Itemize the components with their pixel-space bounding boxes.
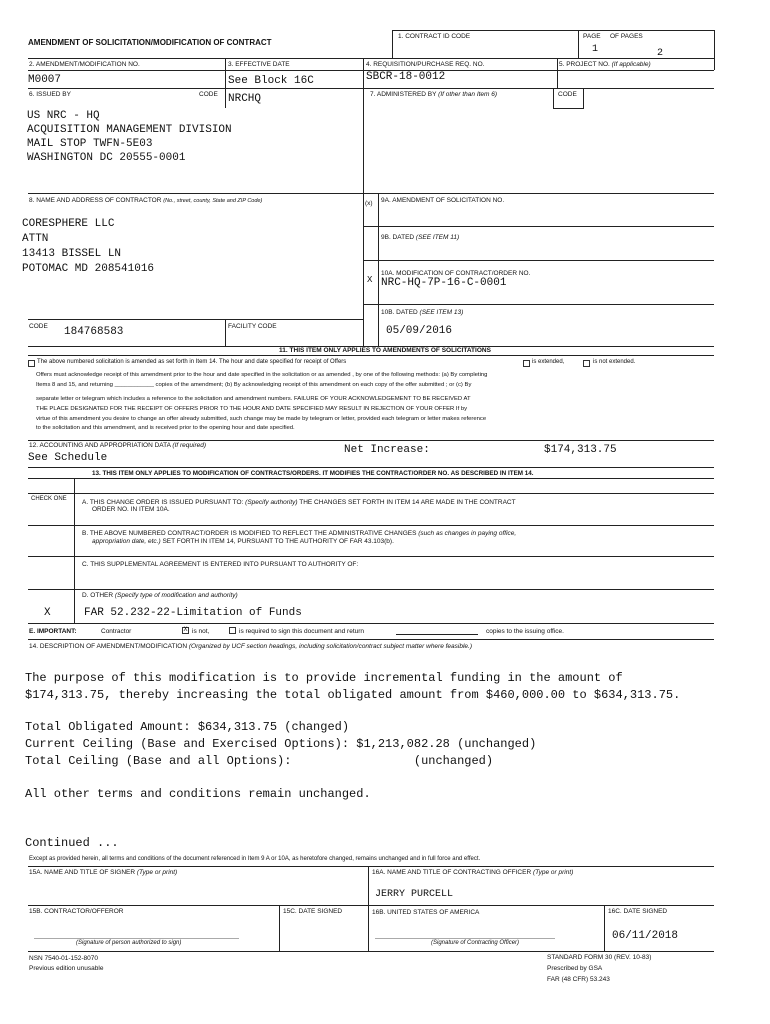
issuer-line: WASHINGTON DC 20555-0001: [27, 152, 186, 164]
date-signed-16c-label: 16C. DATE SIGNED: [608, 908, 668, 915]
effective-date[interactable]: See Block 16C: [228, 75, 314, 87]
item11-header: 11. THIS ITEM ONLY APPLIES TO AMENDMENTS OF SOLICITATIONS: [279, 347, 491, 354]
item11-checkbox[interactable]: [28, 360, 35, 367]
contract-id-code-label: 1. CONTRACT ID CODE: [398, 33, 471, 40]
item11-text-line: Offers must acknowledge receipt of this amendment prior to the hour and date specified in the solicitation or as amended , by one of the following methods: (a) By completing: [36, 372, 488, 378]
item13b-line2: appropriation date, etc.) SET FORTH IN ITEM 14, PURSUANT TO THE AUTHORITY OF FAR 43.103(b).: [92, 538, 394, 545]
standard-form: STANDARD FORM 30 (REV. 10-83): [547, 954, 652, 961]
requisition-no[interactable]: SBCR-18-0012: [366, 71, 446, 83]
dated-9b-label: 9B. DATED (SEE ITEM 11): [381, 234, 460, 241]
is-not-checkbox[interactable]: X: [183, 627, 188, 633]
contractor-word: Contractor: [101, 628, 132, 635]
item12-label: 12. ACCOUNTING AND APPROPRIATION DATA (If required): [29, 442, 207, 449]
item13a-line1: A. THIS CHANGE ORDER IS ISSUED PURSUANT TO: (Specify authority) THE CHANGES SET FORTH IN ITEM 14 ARE MADE IN THE CONTRACT: [82, 499, 516, 506]
net-increase-value: $174,313.75: [544, 444, 617, 456]
total-pages: 2: [657, 48, 664, 59]
contractor-label: 8. NAME AND ADDRESS OF CONTRACTOR (No., street, county, State and ZIP Code): [29, 197, 263, 204]
item13-header: 13. THIS ITEM ONLY APPLIES TO MODIFICATION OF CONTRACTS/ORDERS. IT MODIFIES THE CONTRACT/ORDER NO. AS DESCRIBED IN ITEM 14.: [92, 470, 534, 477]
contractor-code-label: CODE: [29, 323, 48, 330]
item13d-mark[interactable]: X: [44, 607, 51, 619]
far-reference: FAR (48 CFR) 53.243: [547, 976, 610, 983]
item11-text-line: Items 8 and 15, and returning ____________ copies of the amendment; (b) By acknowledging receipt of this amendment on each copy of the offer submitted ; or (c) By: [36, 382, 472, 388]
mod-contract-mark[interactable]: X: [367, 275, 373, 285]
item11-text-line: separate letter or telegram which includes a reference to the solicitation and amendment numbers. FAILURE OF YOUR ACKNOWLEDGEMENT TO BE RECEIVED AT: [36, 396, 471, 402]
item12-value[interactable]: See Schedule: [28, 452, 108, 464]
issuer-line: US NRC - HQ: [27, 110, 100, 122]
date-signed-15c-label: 15C. DATE SIGNED: [283, 908, 343, 915]
page-number: 1: [592, 44, 599, 55]
page-label: PAGE: [583, 33, 601, 40]
description-line: $174,313.75, thereby increasing the total obligated amount from $460,000.00 to $634,313.75.: [25, 688, 681, 702]
not-extended-checkbox[interactable]: [583, 360, 590, 367]
is-required-checkbox[interactable]: [229, 627, 236, 634]
except-line: Except as provided herein, all terms and conditions of the document referenced in Item 9 A or 10A, as heretofore changed, remains unchanged and in full force and effect.: [29, 856, 481, 862]
officer-name[interactable]: JERRY PURCELL: [375, 889, 454, 900]
net-increase-label: Net Increase:: [344, 444, 430, 456]
totals-line: Total Ceiling (Base and all Options): (unchanged): [25, 754, 494, 768]
issuer-line: ACQUISITION MANAGEMENT DIVISION: [27, 124, 232, 136]
facility-code-label: FACILITY CODE: [228, 323, 277, 330]
item11-text-line: virtue of this amendment you desire to change an offer already submitted, such change may be made by telegram or letter, provided each telegram or letter makes reference: [36, 416, 487, 422]
item13d-label: D. OTHER (Specify type of modification and authority): [82, 592, 238, 599]
extended-label: is extended,: [532, 359, 565, 365]
contractor-line: 13413 BISSEL LN: [22, 248, 122, 260]
contractor-code[interactable]: 184768583: [64, 326, 124, 338]
of-pages-label: OF PAGES: [610, 33, 643, 40]
nsn: NSN 7540-01-152-8070: [29, 955, 99, 962]
copies-to-label: copies to the issuing office.: [486, 628, 564, 635]
dated-10b[interactable]: 05/09/2016: [386, 325, 453, 337]
x-column-label: (x): [365, 200, 373, 207]
issued-code[interactable]: NRCHQ: [228, 93, 262, 105]
requisition-label: 4. REQUISITION/PURCHASE REQ. NO.: [366, 61, 485, 68]
effective-date-label: 3. EFFECTIVE DATE: [228, 61, 290, 68]
item13d-value[interactable]: FAR 52.232-22-Limitation of Funds: [84, 607, 302, 619]
item13b-line1: B. THE ABOVE NUMBERED CONTRACT/ORDER IS MODIFIED TO REFLECT THE ADMINISTRATIVE CHANGES (such as changes in paying office,: [82, 530, 517, 537]
previous-edition: Previous edition unusable: [29, 965, 104, 972]
mod-contract-label: 10A. MODIFICATION OF CONTRACT/ORDER NO.: [381, 270, 531, 277]
check-one-label: CHECK ONE: [31, 496, 67, 502]
administered-by-label: 7. ADMINISTERED BY (If other than Item 6): [370, 91, 498, 98]
item11-text-line: THE PLACE DESIGNATED FOR THE RECEIPT OF OFFERS PRIOR TO THE HOUR AND DATE SPECIFIED MAY RESULT IN REJECTION OF YOUR OFFER If by: [36, 406, 468, 412]
administered-code-label: CODE: [558, 91, 577, 98]
contractor-line: CORESPHERE LLC: [22, 218, 115, 230]
date-16c[interactable]: 06/11/2018: [612, 930, 679, 942]
item14-label: 14. DESCRIPTION OF AMENDMENT/MODIFICATION (Organized by UCF section headings, including solicitation/contract subject matter where feasible.): [29, 643, 473, 650]
contractor-offeror-label: 15B. CONTRACTOR/OFFEROR: [29, 908, 124, 915]
is-not-label: is not,: [192, 628, 210, 635]
contractor-line: ATTN: [22, 233, 49, 245]
contractor-line: POTOMAC MD 208541016: [22, 263, 155, 275]
sig-officer-label: (Signature of Contracting Officer): [431, 940, 520, 946]
amendment-no-label: 2. AMENDMENT/MODIFICATION NO.: [29, 61, 140, 68]
item11-text-line: to the solicitation and this amendment, and is received prior to the opening hour and date specified.: [36, 425, 295, 431]
not-extended-label: is not extended.: [593, 359, 636, 365]
is-required-label: is required to sign this document and return: [239, 628, 365, 635]
project-no-label: 5. PROJECT NO. (If applicable): [559, 61, 651, 68]
issued-by-label: 6. ISSUED BY: [29, 91, 71, 98]
other-terms: All other terms and conditions remain unchanged.: [25, 787, 371, 801]
sig-person-label: (Signature of person authorized to sign): [76, 940, 182, 946]
issuer-line: MAIL STOP TWFN-5E03: [27, 138, 153, 150]
item13c: C. THIS SUPPLEMENTAL AGREEMENT IS ENTERED INTO PURSUANT TO AUTHORITY OF:: [82, 561, 359, 568]
item11-line1: The above numbered solicitation is amended as set forth in Item 14. The hour and date specified for receipt of Offers: [37, 359, 347, 365]
important-label: E. IMPORTANT:: [29, 628, 77, 635]
amendment-no[interactable]: M0007: [28, 74, 62, 86]
totals-line: Total Obligated Amount: $634,313.75 (changed): [25, 720, 350, 734]
issued-code-label: CODE: [199, 91, 218, 98]
form-title: AMENDMENT OF SOLICITATION/MODIFICATION OF CONTRACT: [28, 38, 272, 47]
totals-line: Current Ceiling (Base and Exercised Options): $1,213,082.28 (unchanged): [25, 737, 537, 751]
item13a-line2: ORDER NO. IN ITEM 10A.: [92, 506, 170, 513]
usa-label: 16B. UNITED STATES OF AMERICA: [372, 909, 480, 916]
prescribed-by: Prescribed by GSA: [547, 965, 603, 972]
continued: Continued ...: [25, 836, 119, 850]
officer-label: 16A. NAME AND TITLE OF CONTRACTING OFFICER (Type or print): [372, 869, 574, 876]
signer-label: 15A. NAME AND TITLE OF SIGNER (Type or print): [29, 869, 178, 876]
extended-checkbox[interactable]: [523, 360, 530, 367]
dated-10b-label: 10B. DATED (SEE ITEM 13): [381, 309, 464, 316]
description-line: The purpose of this modification is to provide incremental funding in the amount of: [25, 671, 623, 685]
amend-solicitation-label: 9A. AMENDMENT OF SOLICITATION NO.: [381, 197, 505, 204]
mod-contract-no[interactable]: NRC-HQ-7P-16-C-0001: [381, 277, 507, 289]
